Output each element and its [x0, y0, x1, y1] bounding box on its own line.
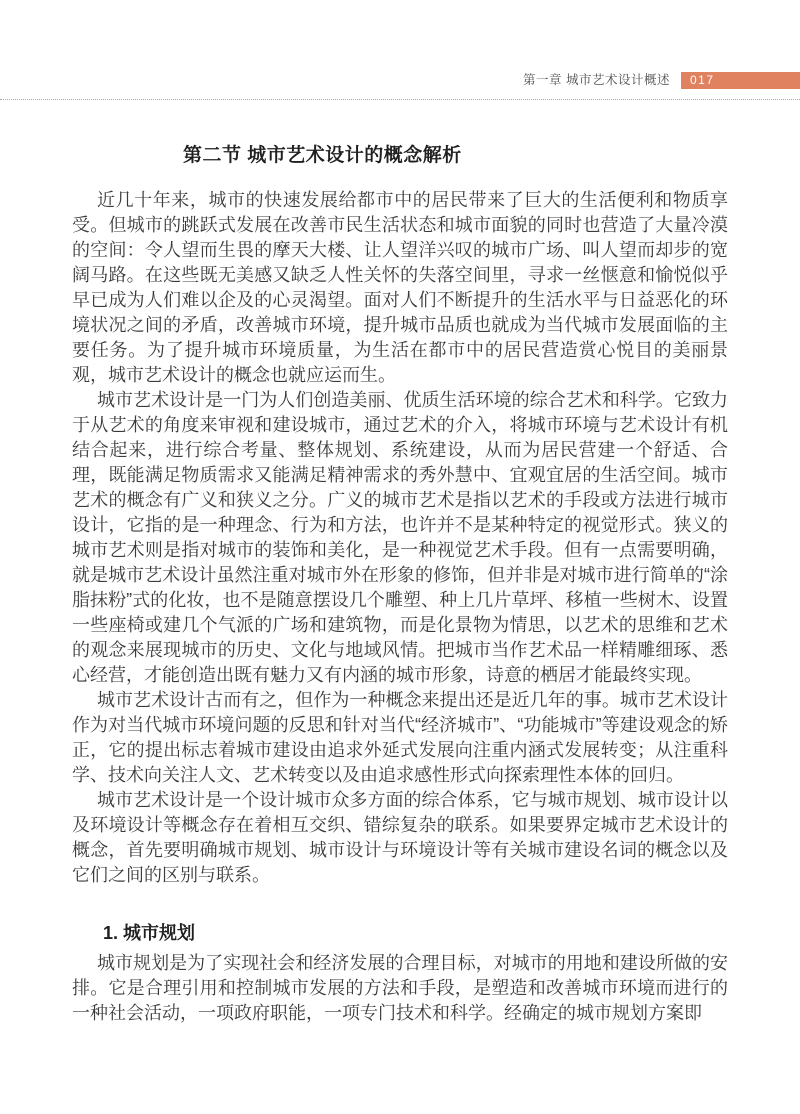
section-title: 第二节 城市艺术设计的概念解析 [183, 145, 462, 166]
body-paragraph: 近几十年来，城市的快速发展给都市中的居民带来了巨大的生活便利和物质享受。但城市的跳跃式发展在改善市民生活状态和城市面貌的同时也营造了大量冷漠的空间：令人望而生畏的摩天大楼、让人望洋兴叹的城市广场、叫人望而却步的宽阔马路。在这些既无美感又缺乏人性关怀的失落空间里，寻求一丝惬意和愉悦似乎早已成为人们难以企及的心灵渴望。面对人们不断提升的生活水平与日益恶化的环境状况之间的矛盾，改善城市环境，提升城市品质也就成为当代城市发展面临的主要任务。为了提升城市环境质量，为生活在都市中的居民营造赏心悦目的美丽景观，城市艺术设计的概念也就应运而生。 [72, 190, 728, 385]
body-paragraph: 城市艺术设计是一门为人们创造美丽、优质生活环境的综合艺术和科学。它致力于从艺术的角度来审视和建设城市，通过艺术的介入，将城市环境与艺术设计有机结合起来，进行综合考量、整体规划、系统建设，从而为居民营建一个舒适、合理，既能满足物质需求又能满足精神需求的秀外慧中、宜观宜居的生活空间。城市艺术的概念有广义和狭义之分。广义的城市艺术是指以艺术的手段或方法进行城市设计，它指的是一种理念、行为和方法，也许并不是某种特定的视觉形式。狭义的城市艺术则是指对城市的装饰和美化，是一种视觉艺术手段。但有一点需要明确，就是城市艺术设计虽然注重对城市外在形象的修饰，但并非是对城市进行简单的“涂脂抹粉”式的化妆，也不是随意摆设几个雕塑、种上几片草坪、移植一些树木、设置一些座椅或建几个气派的广场和建筑物，而是化景物为情思，以艺术的思维和艺术的观念来展现城市的历史、文化与地域风情。把城市当作艺术品一样精雕细琢、悉心经营，才能创造出既有魅力又有内涵的城市形象，诗意的栖居才能最终实现。 [72, 390, 728, 685]
page-number-badge: 017 [681, 72, 800, 89]
body-paragraph: 城市艺术设计古而有之，但作为一种概念来提出还是近几年的事。城市艺术设计作为对当代城市环境问题的反思和针对当代“经济城市”、“功能城市”等建设观念的矫正，它的提出标志着城市建设由追求外延式发展向注重内涵式发展转变；从注重科学、技术向关注人文、艺术转变以及由追求感性形式向探索理性本体的回归。 [72, 690, 728, 785]
body-content [72, 188, 728, 1026]
body-paragraph: 城市规划是为了实现社会和经济发展的合理目标，对城市的用地和建设所做的安排。它是合理引用和控制城市发展的方法和手段，是塑造和改善城市环境而进行的一种社会活动，一项政府职能，一项专门技术和科学。经确定的城市规划方案即 [72, 953, 728, 1023]
header-divider [0, 99, 800, 100]
subsection-heading: 1. 城市规划 [103, 923, 196, 943]
running-head-chapter-label: 第一章 城市艺术设计概述 [523, 73, 670, 87]
running-header [0, 72, 800, 89]
body-paragraph: 城市艺术设计是一个设计城市众多方面的综合体系，它与城市规划、城市设计以及环境设计等概念存在着相互交织、错综复杂的联系。如果要界定城市艺术设计的概念，首先要明确城市规划、城市设计与环境设计等有关城市建设名词的概念以及它们之间的区别与联系。 [72, 790, 728, 885]
